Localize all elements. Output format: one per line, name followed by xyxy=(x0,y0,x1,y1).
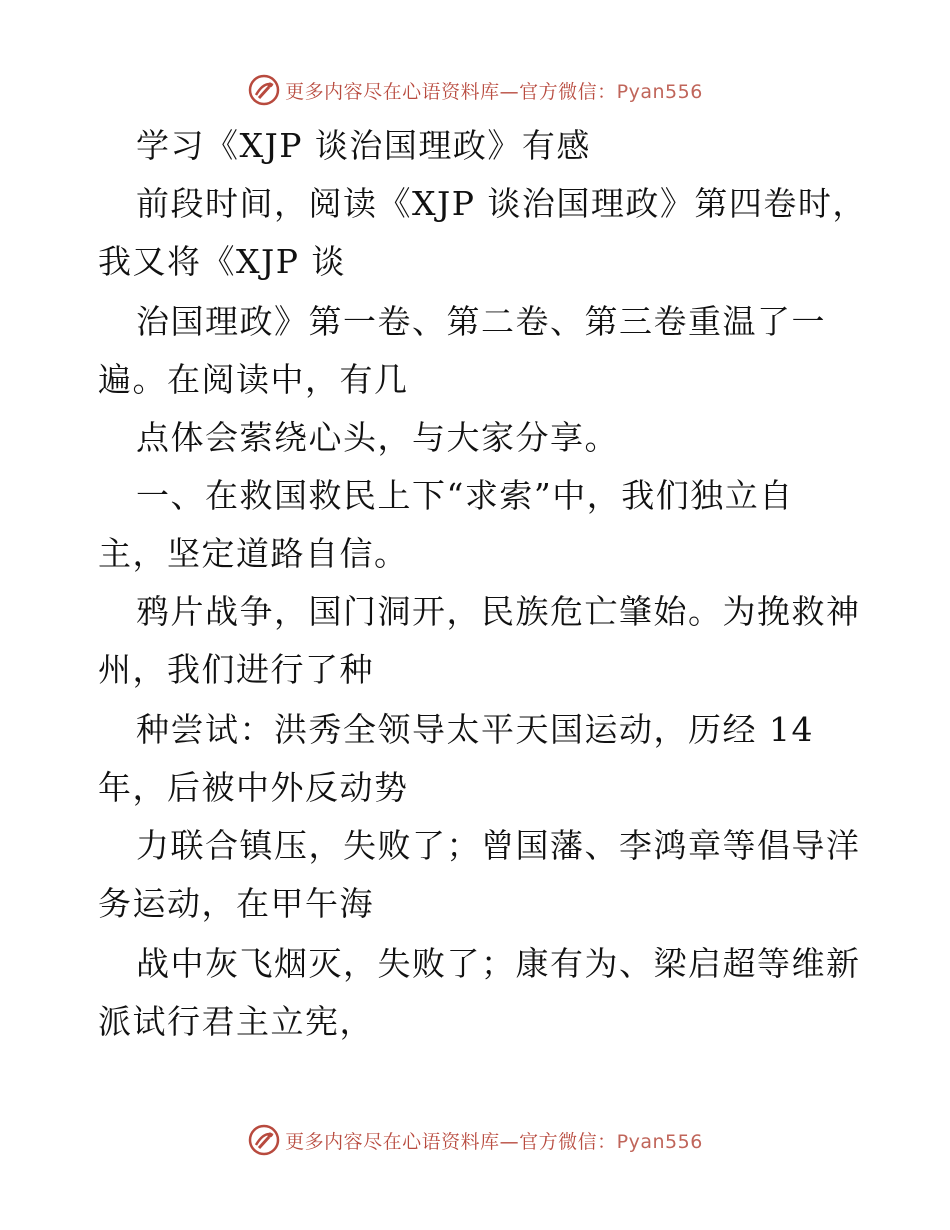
paragraph-line: 前段时间，阅读《XJP 谈治国理政》第四卷时， xyxy=(136,184,867,223)
document-title: 学习《XJP 谈治国理政》有感 xyxy=(136,126,591,165)
section-heading-continued: 主，坚定道路自信。 xyxy=(98,534,409,573)
footer-banner xyxy=(0,1122,950,1158)
paragraph-line: 鸦片战争，国门洞开，民族危亡肇始。为挽救神 xyxy=(136,592,861,631)
paragraph-line: 我又将《XJP 谈 xyxy=(98,242,346,281)
paragraph-line: 派试行君主立宪， xyxy=(98,1002,374,1041)
section-heading: 一、在救国救民上下“求索”中，我们独立自 xyxy=(136,476,794,515)
paragraph-line: 种尝试：洪秀全领导太平天国运动，历经 14 xyxy=(136,710,814,749)
paragraph-line: 战中灰飞烟灭，失败了；康有为、梁启超等维新 xyxy=(136,944,861,983)
paragraph-line: 遍。在阅读中，有几 xyxy=(98,360,409,399)
paragraph-line: 力联合镇压，失败了；曾国藩、李鸿章等倡导洋 xyxy=(136,826,861,865)
footer-banner-text: 更多内容尽在心语资料库—官方微信：Pyan556 xyxy=(285,1130,703,1153)
brand-logo-icon xyxy=(247,1123,281,1157)
header-wechat-id: Pyan556 xyxy=(616,80,703,103)
brand-logo-icon xyxy=(247,73,281,107)
paragraph-line: 点体会萦绕心头，与大家分享。 xyxy=(136,418,619,457)
header-banner xyxy=(0,72,950,108)
paragraph-line: 州，我们进行了种 xyxy=(98,650,374,689)
header-banner-text: 更多内容尽在心语资料库—官方微信：Pyan556 xyxy=(285,80,703,103)
paragraph-line: 治国理政》第一卷、第二卷、第三卷重温了一 xyxy=(136,302,826,341)
footer-wechat-id: Pyan556 xyxy=(616,1130,703,1153)
paragraph-line: 务运动，在甲午海 xyxy=(98,884,374,923)
paragraph-line: 年，后被中外反动势 xyxy=(98,768,409,807)
